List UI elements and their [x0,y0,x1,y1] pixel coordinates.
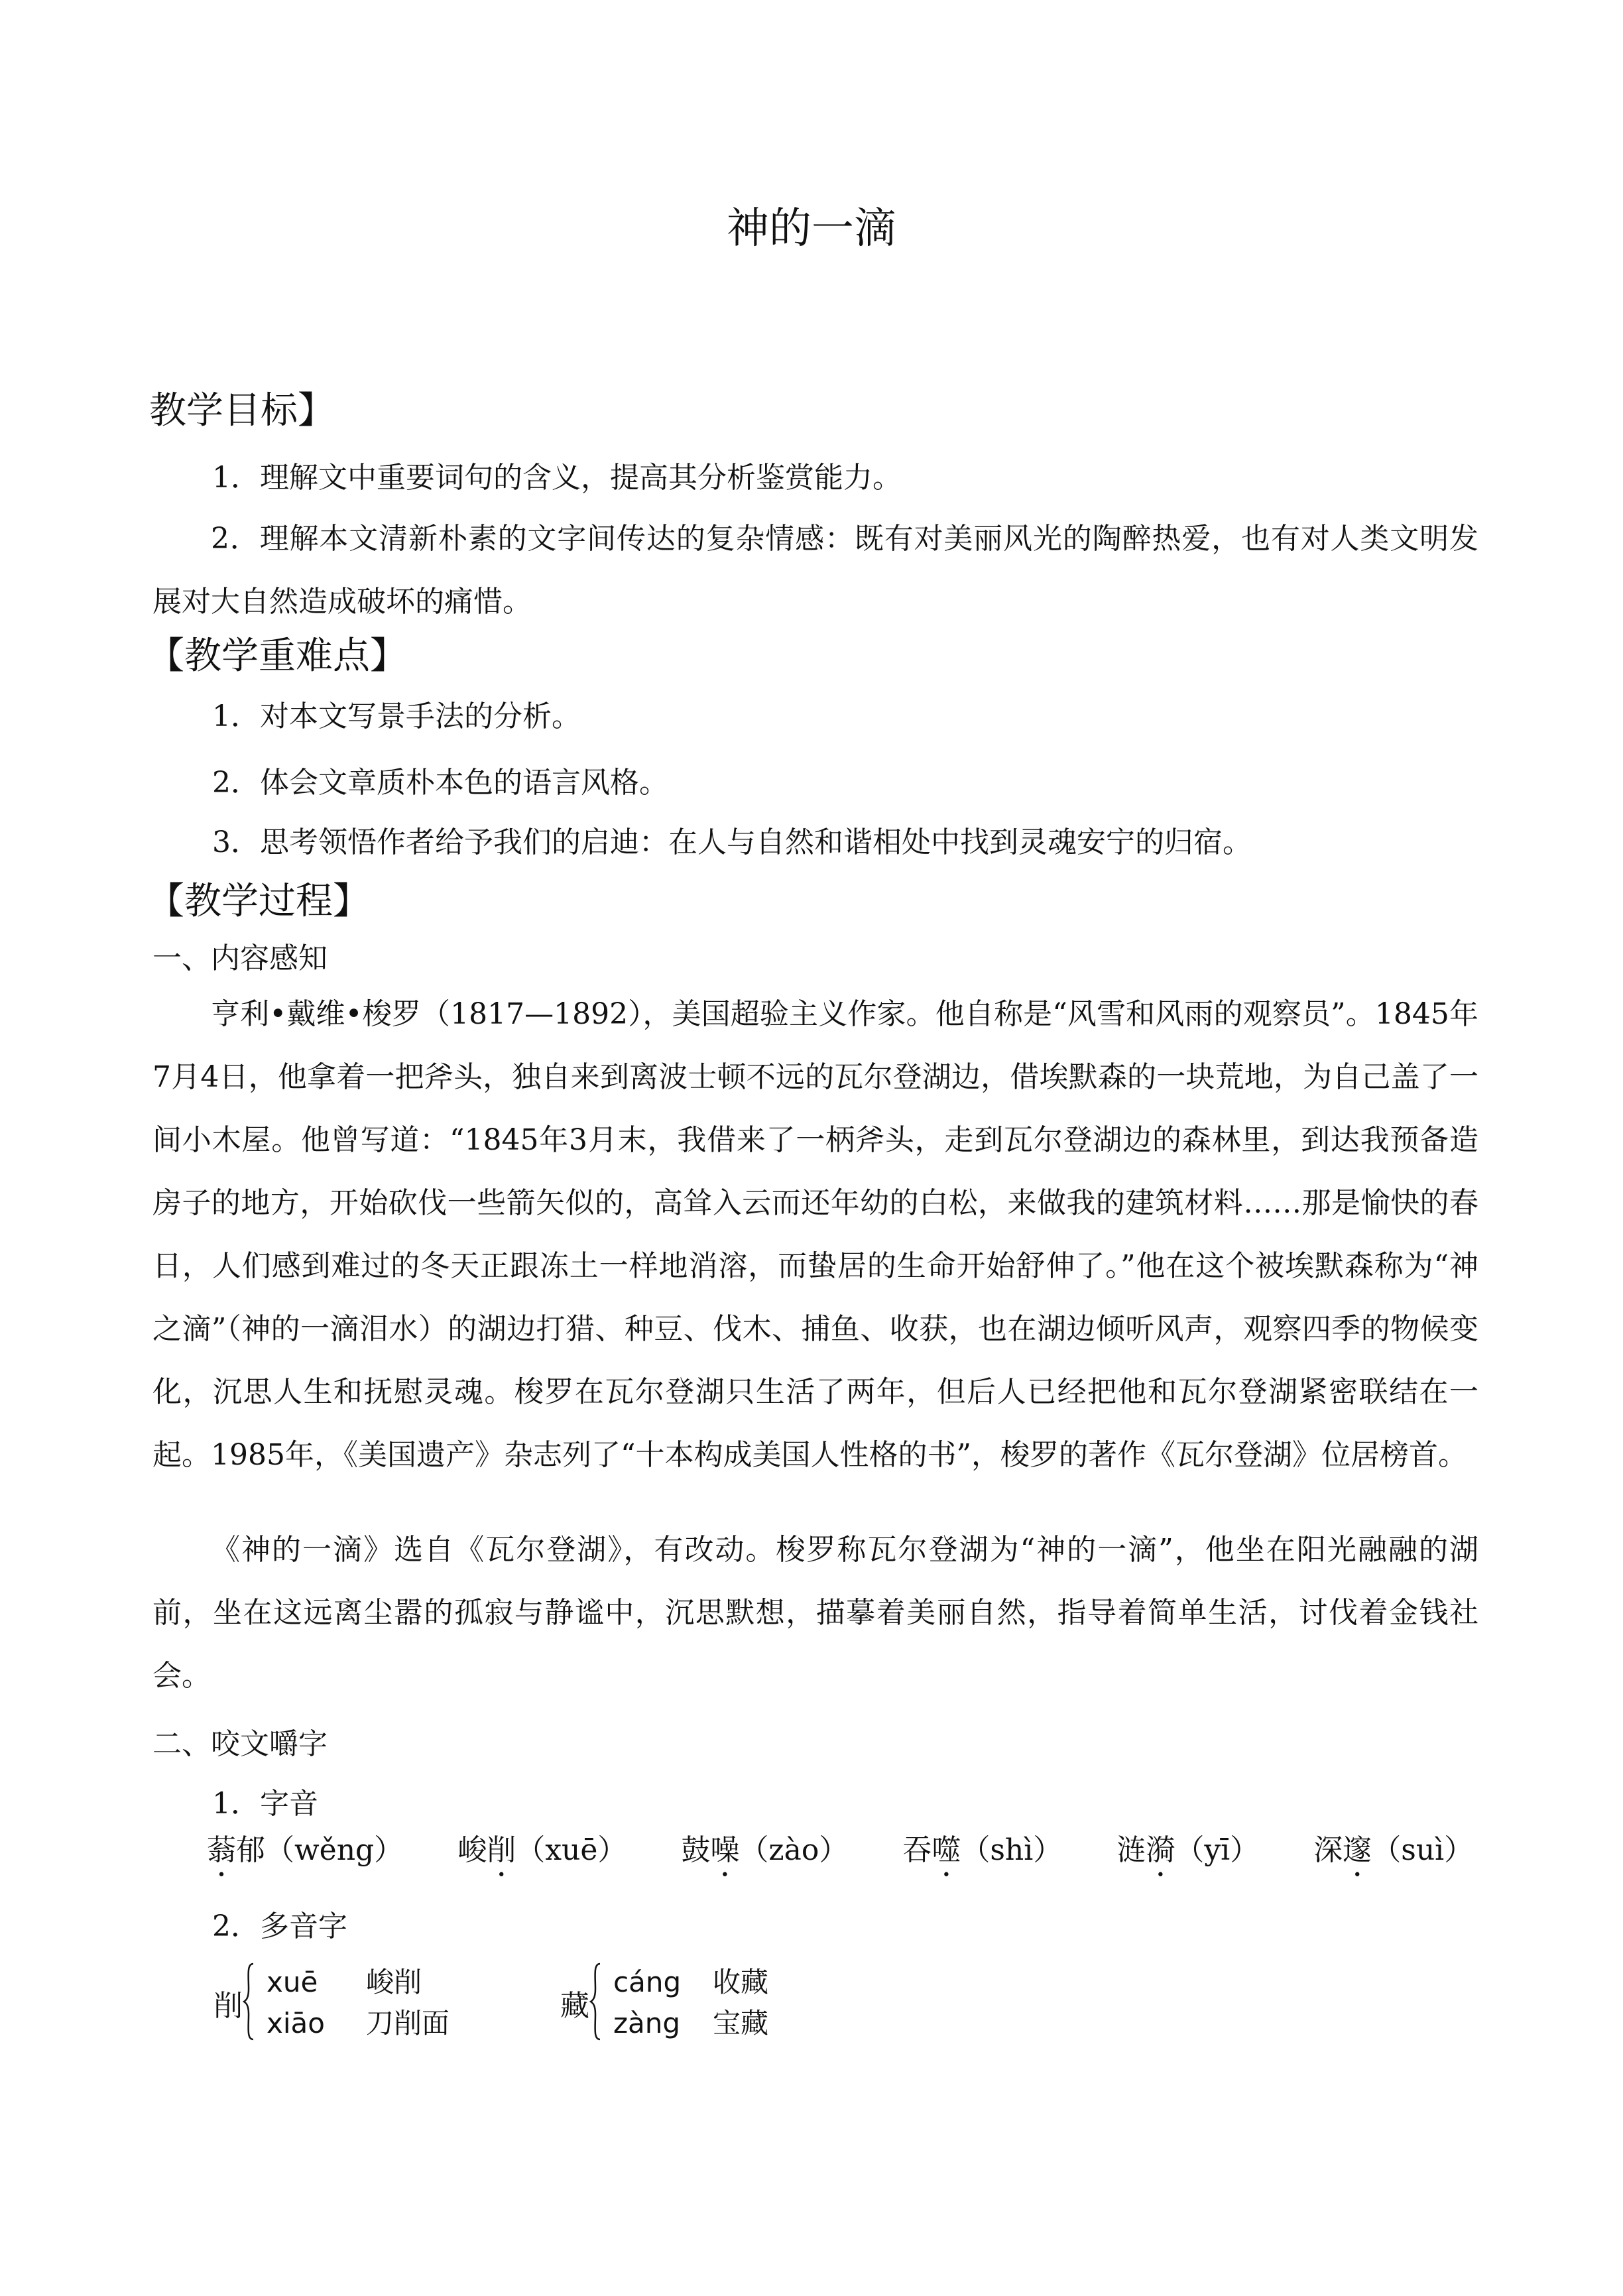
selection-intro-paragraph: 《神的一滴》选自《瓦尔登湖》，有改动。梭罗称瓦尔登湖为“神的一滴”，他坐在阳光融融的湖前，坐在这远离尘嚣的孤寂与静谧中，沉思默想，描摹着美丽自然，指导着简单生活，讨伐着金钱社会。 [152,1533,1478,1693]
pronunciation-subtitle: 1．字音 [212,1787,318,1821]
brace-icon [589,1963,601,2041]
polyphone-reading: xiāo 刀削面 [267,2007,450,2039]
process-heading: 【教学过程】 [147,880,370,923]
key-point-item-3: 3．思考领悟作者给予我们的启迪：在人与自然和谐相处中找到灵魂安宁的归宿。 [212,825,1252,859]
polyphone-char: 削 [213,1989,243,2023]
polyphone-group-xue [213,1963,479,2049]
page-title: 神的一滴 [727,204,896,253]
polyphone-group-cang [560,1963,825,2049]
polyphone-reading: zàng 宝藏 [613,2007,769,2039]
pronunciation-item: 吞噬（shì） [902,1833,1063,1867]
brace-icon [243,1963,255,2041]
objectives-heading: 教学目标】 [149,389,335,432]
pronunciation-list [207,1830,1518,1884]
objective-item-1: 1．理解文中重要词句的含义，提高其分析鉴赏能力。 [212,461,902,495]
polyphone-reading: xuē 峻削 [267,1966,422,1998]
key-points-heading: 【教学重难点】 [147,634,407,678]
section-two-title: 二、咬文嚼字 [152,1727,328,1761]
polyphone-reading: cáng 收藏 [613,1966,769,1998]
polyphone-subtitle: 2．多音字 [212,1909,347,1943]
polyphone-char: 藏 [560,1989,589,2023]
objective-item-2: 2．理解本文清新朴素的文字间传达的复杂情感：既有对美丽风光的陶醉热爱，也有对人类文明发展对大自然造成破坏的痛惜。 [152,522,1478,619]
section-one-title: 一、内容感知 [152,941,328,975]
pronunciation-item: 涟漪（yī） [1116,1833,1260,1867]
key-point-item-2: 2．体会文章质朴本色的语言风格。 [212,766,668,800]
author-intro-paragraph: 亨利•戴维•梭罗（1817—1892），美国超验主义作家。他自称是“风雪和风雨的观察员”。1845年7月4日，他拿着一把斧头，独自来到离波士顿不远的瓦尔登湖边，借埃默森的一块荒地，为自己盖了一间小木屋。他曾写道：“1845年3月末，我借来了一柄斧头，走到瓦尔登湖边的森林里，到达我预备造房子的地方，开始砍伐一些箭矢似的，高耸入云而还年幼的白松，来做我的建筑材料……那是愉快的春日，人们感到难过的冬天正跟冻土一样地消溶，而蛰居的生命开始舒伸了。”他在这个被埃默森称为“神之滴”（神的一滴泪水）的湖边打猎、种豆、伐木、捕鱼、收获，也在湖边倾听风声，观察四季的物候变化，沉思人生和抚慰灵魂。梭罗在瓦尔登湖只生活了两年，但后人已经把他和瓦尔登湖紧密联结在一起。1985年，《美国遗产》杂志列了“十本构成美国人性格的书”，梭罗的著作《瓦尔登湖》位居榜首。 [152,997,1478,1472]
pronunciation-item: 鼓噪（zào） [681,1833,849,1867]
pronunciation-item: 蓊郁（wěng） [207,1833,404,1867]
pronunciation-item: 峻削（xuē） [457,1833,627,1867]
key-point-item-1: 1．对本文写景手法的分析。 [212,699,581,733]
pronunciation-item: 深邃（suì） [1313,1833,1474,1867]
